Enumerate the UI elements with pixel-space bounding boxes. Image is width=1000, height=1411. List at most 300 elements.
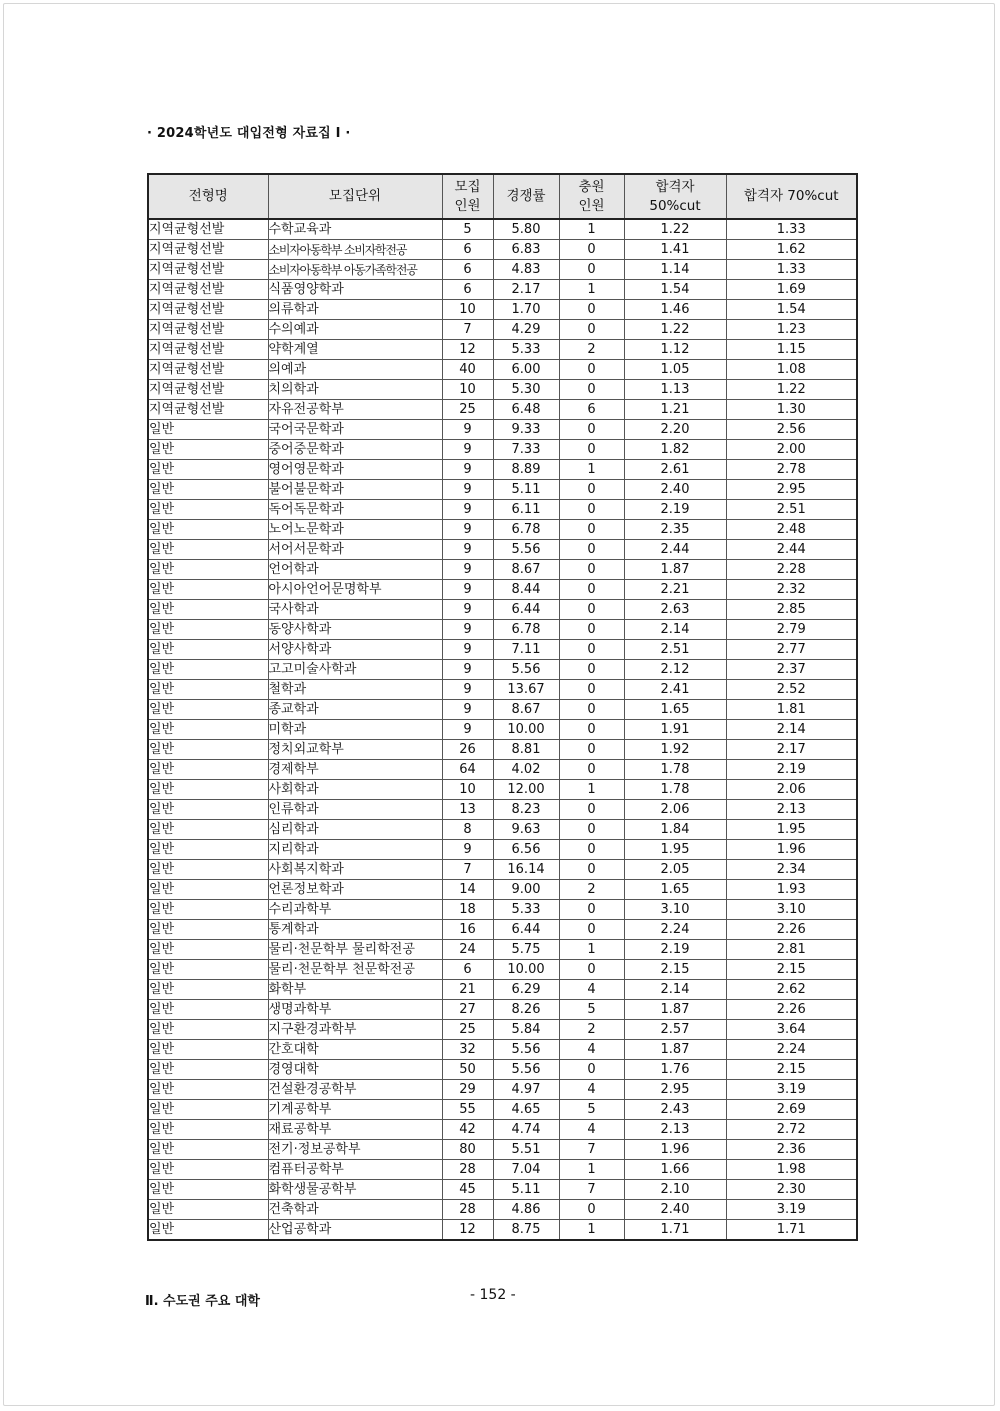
cell-admission-type: 일반: [148, 620, 268, 640]
cell-cut-50: 1.92: [624, 740, 726, 760]
cell-quota: 6: [442, 960, 493, 980]
cell-cut-70: 2.15: [726, 1060, 857, 1080]
cell-cut-50: 2.19: [624, 500, 726, 520]
cell-cut-50: 1.21: [624, 400, 726, 420]
cell-unit: 수의예과: [268, 320, 442, 340]
table-row: [148, 240, 857, 260]
cell-competition-rate: 8.67: [493, 700, 559, 720]
cell-cut-50: 1.76: [624, 1060, 726, 1080]
table-row: [148, 900, 857, 920]
cell-quota: 9: [442, 840, 493, 860]
cell-cut-50: 1.65: [624, 880, 726, 900]
table-header-row: [148, 174, 857, 219]
cell-admission-type: 일반: [148, 540, 268, 560]
cell-quota: 6: [442, 260, 493, 280]
page-number: - 152 -: [470, 1287, 516, 1303]
cell-quota: 26: [442, 740, 493, 760]
cell-unit: 정치외교학부: [268, 740, 442, 760]
cell-quota: 9: [442, 660, 493, 680]
cell-cut-50: 2.13: [624, 1120, 726, 1140]
cell-additional-accepted: 1: [559, 940, 624, 960]
cell-additional-accepted: 1: [559, 780, 624, 800]
cell-cut-70: 1.71: [726, 1220, 857, 1241]
cell-additional-accepted: 0: [559, 800, 624, 820]
cell-admission-type: 일반: [148, 820, 268, 840]
cell-unit: 건축학과: [268, 1200, 442, 1220]
cell-unit: 자유전공학부: [268, 400, 442, 420]
cell-competition-rate: 4.74: [493, 1120, 559, 1140]
cell-quota: 9: [442, 440, 493, 460]
cell-quota: 9: [442, 620, 493, 640]
cell-quota: 25: [442, 1020, 493, 1040]
table-row: [148, 920, 857, 940]
cell-cut-70: 2.13: [726, 800, 857, 820]
table-row: [148, 1160, 857, 1180]
cell-unit: 컴퓨터공학부: [268, 1160, 442, 1180]
cell-cut-70: 3.19: [726, 1200, 857, 1220]
cell-unit: 불어불문학과: [268, 480, 442, 500]
cell-competition-rate: 4.29: [493, 320, 559, 340]
cell-unit: 지리학과: [268, 840, 442, 860]
cell-admission-type: 일반: [148, 500, 268, 520]
cell-cut-50: 1.54: [624, 280, 726, 300]
cell-quota: 10: [442, 780, 493, 800]
cell-competition-rate: 6.56: [493, 840, 559, 860]
cell-competition-rate: 4.65: [493, 1100, 559, 1120]
cell-admission-type: 일반: [148, 1180, 268, 1200]
cell-unit: 의류학과: [268, 300, 442, 320]
cell-unit: 간호대학: [268, 1040, 442, 1060]
table-row: [148, 880, 857, 900]
cell-admission-type: 일반: [148, 900, 268, 920]
cell-additional-accepted: 2: [559, 880, 624, 900]
cell-quota: 8: [442, 820, 493, 840]
cell-quota: 9: [442, 640, 493, 660]
table-row: [148, 540, 857, 560]
cell-competition-rate: 9.33: [493, 420, 559, 440]
cell-competition-rate: 10.00: [493, 720, 559, 740]
cell-additional-accepted: 6: [559, 400, 624, 420]
cell-quota: 10: [442, 300, 493, 320]
cell-cut-70: 2.44: [726, 540, 857, 560]
cell-unit: 기계공학부: [268, 1100, 442, 1120]
cell-quota: 9: [442, 540, 493, 560]
cell-admission-type: 일반: [148, 1000, 268, 1020]
cell-cut-50: 2.14: [624, 620, 726, 640]
cell-admission-type: 일반: [148, 520, 268, 540]
cell-cut-50: 1.22: [624, 320, 726, 340]
cell-cut-70: 2.26: [726, 920, 857, 940]
cell-additional-accepted: 0: [559, 540, 624, 560]
cell-admission-type: 일반: [148, 840, 268, 860]
cell-cut-70: 2.32: [726, 580, 857, 600]
document-header-title: · 2024학년도 대입전형 자료집 Ⅰ ·: [147, 126, 351, 141]
table-row: [148, 740, 857, 760]
cell-cut-50: 2.57: [624, 1020, 726, 1040]
cell-quota: 9: [442, 460, 493, 480]
cell-cut-70: 1.33: [726, 219, 857, 240]
cell-cut-50: 2.41: [624, 680, 726, 700]
cell-cut-50: 1.84: [624, 820, 726, 840]
cell-admission-type: 지역균형선발: [148, 360, 268, 380]
table-row: [148, 400, 857, 420]
cell-additional-accepted: 0: [559, 860, 624, 880]
cell-competition-rate: 6.29: [493, 980, 559, 1000]
cell-cut-50: 1.71: [624, 1220, 726, 1241]
cell-competition-rate: 6.44: [493, 920, 559, 940]
cell-cut-50: 2.44: [624, 540, 726, 560]
cell-unit: 사회학과: [268, 780, 442, 800]
cell-admission-type: 일반: [148, 780, 268, 800]
cell-additional-accepted: 1: [559, 1160, 624, 1180]
cell-admission-type: 지역균형선발: [148, 260, 268, 280]
table-row: [148, 680, 857, 700]
cell-competition-rate: 5.30: [493, 380, 559, 400]
cell-competition-rate: 6.78: [493, 620, 559, 640]
cell-competition-rate: 1.70: [493, 300, 559, 320]
cell-cut-70: 1.22: [726, 380, 857, 400]
cell-unit: 서어서문학과: [268, 540, 442, 560]
cell-additional-accepted: 0: [559, 480, 624, 500]
cell-competition-rate: 7.04: [493, 1160, 559, 1180]
cell-additional-accepted: 0: [559, 620, 624, 640]
cell-admission-type: 지역균형선발: [148, 280, 268, 300]
cell-admission-type: 일반: [148, 1220, 268, 1241]
table-row: [148, 760, 857, 780]
cell-competition-rate: 5.56: [493, 1040, 559, 1060]
table-row: [148, 980, 857, 1000]
header-cut-70: 합격자 70%cut: [726, 174, 857, 219]
cell-unit: 전기·정보공학부: [268, 1140, 442, 1160]
cell-quota: 5: [442, 219, 493, 240]
cell-admission-type: 지역균형선발: [148, 380, 268, 400]
table-row: [148, 840, 857, 860]
table-row: [148, 1180, 857, 1200]
cell-cut-70: 3.19: [726, 1080, 857, 1100]
cell-admission-type: 일반: [148, 1060, 268, 1080]
cell-competition-rate: 2.17: [493, 280, 559, 300]
cell-additional-accepted: 5: [559, 1000, 624, 1020]
cell-cut-70: 2.26: [726, 1000, 857, 1020]
cell-cut-50: 1.12: [624, 340, 726, 360]
cell-admission-type: 일반: [148, 560, 268, 580]
cell-additional-accepted: 0: [559, 740, 624, 760]
cell-unit: 미학과: [268, 720, 442, 740]
cell-additional-accepted: 0: [559, 500, 624, 520]
cell-admission-type: 일반: [148, 580, 268, 600]
cell-cut-70: 2.28: [726, 560, 857, 580]
cell-cut-50: 1.78: [624, 780, 726, 800]
cell-unit: 치의학과: [268, 380, 442, 400]
table-row: [148, 260, 857, 280]
header-cut-50: 합격자 50%cut: [624, 174, 726, 219]
cell-cut-50: 3.10: [624, 900, 726, 920]
cell-competition-rate: 9.00: [493, 880, 559, 900]
cell-cut-50: 1.22: [624, 219, 726, 240]
cell-quota: 27: [442, 1000, 493, 1020]
cell-additional-accepted: 0: [559, 260, 624, 280]
table-row: [148, 520, 857, 540]
cell-quota: 7: [442, 860, 493, 880]
cell-admission-type: 일반: [148, 660, 268, 680]
cell-quota: 13: [442, 800, 493, 820]
table-row: [148, 1000, 857, 1020]
table-row: [148, 340, 857, 360]
cell-quota: 9: [442, 680, 493, 700]
table-row: [148, 460, 857, 480]
cell-unit: 재료공학부: [268, 1120, 442, 1140]
cell-admission-type: 일반: [148, 880, 268, 900]
cell-quota: 7: [442, 320, 493, 340]
table-row: [148, 720, 857, 740]
cell-additional-accepted: 0: [559, 640, 624, 660]
cell-quota: 9: [442, 480, 493, 500]
cell-admission-type: 일반: [148, 420, 268, 440]
table-row: [148, 820, 857, 840]
cell-admission-type: 일반: [148, 960, 268, 980]
cell-competition-rate: 5.11: [493, 1180, 559, 1200]
cell-cut-50: 1.82: [624, 440, 726, 460]
cell-quota: 9: [442, 420, 493, 440]
cell-competition-rate: 5.80: [493, 219, 559, 240]
cell-admission-type: 지역균형선발: [148, 300, 268, 320]
cell-quota: 28: [442, 1200, 493, 1220]
table-row: [148, 860, 857, 880]
cell-cut-70: 2.00: [726, 440, 857, 460]
cell-cut-70: 2.52: [726, 680, 857, 700]
cell-admission-type: 일반: [148, 1040, 268, 1060]
cell-additional-accepted: 0: [559, 320, 624, 340]
cell-unit: 국사학과: [268, 600, 442, 620]
cell-admission-type: 일반: [148, 1140, 268, 1160]
cell-quota: 9: [442, 600, 493, 620]
cell-additional-accepted: 0: [559, 660, 624, 680]
cell-admission-type: 일반: [148, 480, 268, 500]
table-row: [148, 480, 857, 500]
cell-unit: 고고미술사학과: [268, 660, 442, 680]
cell-quota: 42: [442, 1120, 493, 1140]
cell-additional-accepted: 0: [559, 760, 624, 780]
cell-additional-accepted: 0: [559, 240, 624, 260]
cell-quota: 9: [442, 500, 493, 520]
cell-cut-50: 1.46: [624, 300, 726, 320]
cell-competition-rate: 4.83: [493, 260, 559, 280]
cell-cut-70: 2.24: [726, 1040, 857, 1060]
cell-additional-accepted: 0: [559, 840, 624, 860]
cell-unit: 서양사학과: [268, 640, 442, 660]
cell-additional-accepted: 0: [559, 1200, 624, 1220]
header-competition-rate: 경쟁률: [493, 174, 559, 219]
cell-additional-accepted: 0: [559, 960, 624, 980]
cell-additional-accepted: 7: [559, 1140, 624, 1160]
cell-cut-70: 1.62: [726, 240, 857, 260]
cell-admission-type: 일반: [148, 440, 268, 460]
cell-cut-70: 2.77: [726, 640, 857, 660]
cell-competition-rate: 8.44: [493, 580, 559, 600]
cell-cut-70: 1.54: [726, 300, 857, 320]
table-row: [148, 640, 857, 660]
cell-cut-50: 2.12: [624, 660, 726, 680]
cell-cut-70: 1.98: [726, 1160, 857, 1180]
table-row: [148, 1060, 857, 1080]
cell-admission-type: 일반: [148, 800, 268, 820]
cell-additional-accepted: 0: [559, 580, 624, 600]
cell-quota: 18: [442, 900, 493, 920]
cell-competition-rate: 12.00: [493, 780, 559, 800]
cell-cut-70: 2.85: [726, 600, 857, 620]
cell-admission-type: 일반: [148, 600, 268, 620]
cell-competition-rate: 6.11: [493, 500, 559, 520]
table-row: [148, 620, 857, 640]
cell-unit: 수학교육과: [268, 219, 442, 240]
cell-admission-type: 일반: [148, 1100, 268, 1120]
cell-cut-70: 2.79: [726, 620, 857, 640]
cell-competition-rate: 5.11: [493, 480, 559, 500]
cell-competition-rate: 4.97: [493, 1080, 559, 1100]
cell-unit: 통계학과: [268, 920, 442, 940]
cell-unit: 종교학과: [268, 700, 442, 720]
table-row: [148, 1120, 857, 1140]
cell-cut-50: 2.15: [624, 960, 726, 980]
cell-cut-50: 1.87: [624, 560, 726, 580]
cell-cut-70: 1.69: [726, 280, 857, 300]
cell-cut-70: 1.81: [726, 700, 857, 720]
cell-unit: 화학생물공학부: [268, 1180, 442, 1200]
cell-quota: 25: [442, 400, 493, 420]
cell-cut-70: 2.95: [726, 480, 857, 500]
cell-additional-accepted: 0: [559, 520, 624, 540]
cell-additional-accepted: 2: [559, 340, 624, 360]
cell-unit: 언어학과: [268, 560, 442, 580]
cell-quota: 55: [442, 1100, 493, 1120]
cell-cut-70: 2.69: [726, 1100, 857, 1120]
cell-unit: 약학계열: [268, 340, 442, 360]
cell-admission-type: 지역균형선발: [148, 400, 268, 420]
cell-additional-accepted: 4: [559, 1040, 624, 1060]
cell-cut-70: 3.10: [726, 900, 857, 920]
cell-cut-70: 2.36: [726, 1140, 857, 1160]
cell-admission-type: 일반: [148, 1080, 268, 1100]
table-row: [148, 660, 857, 680]
cell-additional-accepted: 0: [559, 820, 624, 840]
header-admission-type: 전형명: [148, 174, 268, 219]
cell-additional-accepted: 0: [559, 420, 624, 440]
table-row: [148, 1220, 857, 1241]
cell-unit: 노어노문학과: [268, 520, 442, 540]
cell-admission-type: 일반: [148, 720, 268, 740]
cell-cut-50: 1.78: [624, 760, 726, 780]
cell-admission-type: 일반: [148, 760, 268, 780]
cell-unit: 생명과학부: [268, 1000, 442, 1020]
cell-cut-50: 2.43: [624, 1100, 726, 1120]
cell-cut-70: 2.48: [726, 520, 857, 540]
cell-quota: 9: [442, 520, 493, 540]
cell-additional-accepted: 0: [559, 1060, 624, 1080]
cell-cut-70: 1.15: [726, 340, 857, 360]
cell-unit: 독어독문학과: [268, 500, 442, 520]
cell-competition-rate: 5.56: [493, 540, 559, 560]
cell-cut-50: 1.14: [624, 260, 726, 280]
cell-cut-50: 1.05: [624, 360, 726, 380]
cell-cut-50: 2.95: [624, 1080, 726, 1100]
cell-admission-type: 일반: [148, 1200, 268, 1220]
cell-cut-50: 2.40: [624, 1200, 726, 1220]
cell-cut-70: 1.33: [726, 260, 857, 280]
cell-unit: 식품영양학과: [268, 280, 442, 300]
cell-competition-rate: 8.23: [493, 800, 559, 820]
cell-cut-70: 2.51: [726, 500, 857, 520]
cell-competition-rate: 8.81: [493, 740, 559, 760]
cell-admission-type: 일반: [148, 860, 268, 880]
cell-cut-50: 2.21: [624, 580, 726, 600]
cell-cut-70: 2.72: [726, 1120, 857, 1140]
table-body: [148, 219, 857, 1240]
cell-unit: 인류학과: [268, 800, 442, 820]
cell-additional-accepted: 7: [559, 1180, 624, 1200]
cell-cut-70: 2.30: [726, 1180, 857, 1200]
table-row: [148, 420, 857, 440]
cell-cut-70: 2.62: [726, 980, 857, 1000]
cell-additional-accepted: 0: [559, 700, 624, 720]
cell-cut-50: 1.13: [624, 380, 726, 400]
cell-additional-accepted: 5: [559, 1100, 624, 1120]
cell-quota: 9: [442, 700, 493, 720]
cell-quota: 45: [442, 1180, 493, 1200]
table-row: [148, 219, 857, 240]
cell-cut-70: 2.06: [726, 780, 857, 800]
cell-competition-rate: 4.02: [493, 760, 559, 780]
cell-additional-accepted: 0: [559, 900, 624, 920]
table-row: [148, 440, 857, 460]
cell-additional-accepted: 0: [559, 680, 624, 700]
cell-quota: 80: [442, 1140, 493, 1160]
cell-admission-type: 지역균형선발: [148, 219, 268, 240]
cell-cut-50: 1.87: [624, 1000, 726, 1020]
cell-cut-50: 1.41: [624, 240, 726, 260]
cell-admission-type: 일반: [148, 1020, 268, 1040]
cell-competition-rate: 5.75: [493, 940, 559, 960]
cell-additional-accepted: 0: [559, 920, 624, 940]
cell-unit: 동양사학과: [268, 620, 442, 640]
cell-unit: 국어국문학과: [268, 420, 442, 440]
cell-unit: 화학부: [268, 980, 442, 1000]
cell-cut-70: 2.19: [726, 760, 857, 780]
header-unit: 모집단위: [268, 174, 442, 219]
cell-admission-type: 일반: [148, 1120, 268, 1140]
cell-cut-50: 1.87: [624, 1040, 726, 1060]
cell-unit: 지구환경과학부: [268, 1020, 442, 1040]
cell-unit: 경영대학: [268, 1060, 442, 1080]
cell-cut-70: 1.93: [726, 880, 857, 900]
cell-admission-type: 일반: [148, 1160, 268, 1180]
cell-competition-rate: 10.00: [493, 960, 559, 980]
cell-competition-rate: 8.89: [493, 460, 559, 480]
cell-cut-50: 1.66: [624, 1160, 726, 1180]
cell-competition-rate: 6.44: [493, 600, 559, 620]
cell-cut-50: 2.63: [624, 600, 726, 620]
cell-cut-70: 1.95: [726, 820, 857, 840]
cell-cut-50: 2.19: [624, 940, 726, 960]
cell-competition-rate: 8.75: [493, 1220, 559, 1241]
cell-additional-accepted: 0: [559, 720, 624, 740]
cell-cut-50: 1.96: [624, 1140, 726, 1160]
cell-cut-50: 2.06: [624, 800, 726, 820]
cell-quota: 10: [442, 380, 493, 400]
cell-additional-accepted: 1: [559, 1220, 624, 1241]
cell-cut-50: 2.20: [624, 420, 726, 440]
cell-unit: 사회복지학과: [268, 860, 442, 880]
table-row: [148, 1040, 857, 1060]
